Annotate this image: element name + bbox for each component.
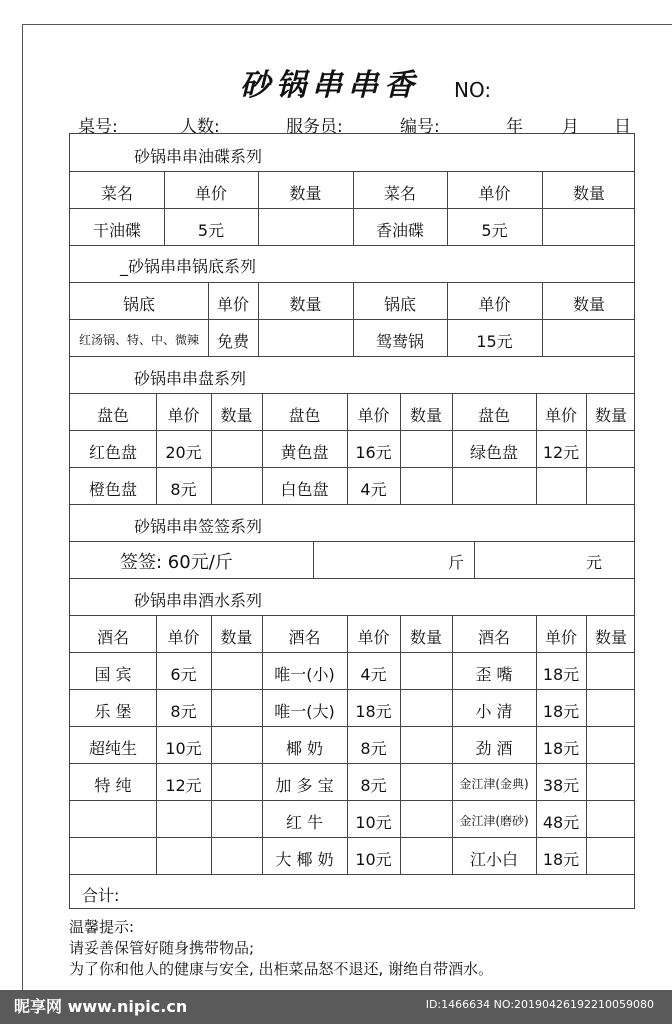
drink-price: 10元	[355, 850, 392, 869]
plate-item-price: 4元	[360, 480, 387, 499]
pot-item-price: 免费	[216, 332, 249, 351]
drink-name: 小 清	[475, 702, 513, 721]
drink-name: 唯一(大)	[274, 702, 335, 721]
drink-name: 唯一(小)	[274, 665, 335, 684]
watermark-id: ID:1466634 NO:20190426192210059080	[425, 998, 654, 1011]
page-title: 砂锅串串香	[240, 68, 420, 103]
sauce-item-price: 5元	[197, 221, 225, 240]
code-label: 编号:	[400, 117, 440, 137]
drink-name: 歪 嘴	[475, 665, 513, 684]
drink-name: 椰 奶	[285, 739, 324, 758]
drink-price: 6元	[170, 665, 197, 684]
month-label: 月	[562, 117, 579, 137]
tips-line-1: 请妥善保管好随身携带物品;	[69, 939, 255, 957]
skewer-unit-yuan: 元	[586, 553, 603, 572]
pot-header-qty-2: 数量	[572, 295, 605, 314]
plate-header-price-2: 单价	[357, 406, 390, 425]
plate-header-name: 盘色	[96, 406, 129, 425]
sauce-header-qty: 数量	[289, 184, 322, 203]
drink-price: 48元	[542, 813, 580, 832]
drinks-header-qty: 数量	[220, 628, 253, 647]
day-label: 日	[614, 117, 631, 137]
sauce-item-name: 香油碟	[375, 221, 424, 240]
drink-name: 金江津(金典)	[459, 777, 529, 791]
sauce-header-price-2: 单价	[478, 184, 511, 203]
year-label: 年	[506, 117, 523, 137]
drinks-header-name: 酒名	[96, 628, 129, 647]
plate-header-qty-3: 数量	[594, 406, 627, 425]
pot-header-name-2: 锅底	[383, 295, 416, 314]
pot-section-title: _砂锅串串锅底系列	[120, 257, 257, 276]
plate-item-price: 12元	[542, 443, 580, 462]
plate-header-name-3: 盘色	[477, 406, 510, 425]
drinks-header-name-2: 酒名	[288, 628, 321, 647]
total-label: 合计:	[82, 886, 120, 905]
table-no-label: 桌号:	[78, 117, 118, 137]
plate-item-name: 绿色盘	[469, 443, 518, 462]
drink-name: 金江津(磨砂)	[459, 814, 529, 828]
drink-price: 10元	[165, 739, 202, 758]
plate-header-price: 单价	[167, 406, 200, 425]
sauce-item-name: 干油碟	[92, 221, 141, 240]
drink-name: 加 多 宝	[275, 776, 334, 795]
drinks-header-qty-3: 数量	[594, 628, 627, 647]
plate-item-price: 20元	[165, 443, 202, 462]
drink-price: 8元	[170, 702, 197, 721]
pot-header-price: 单价	[216, 295, 249, 314]
pot-item-name: 鸳鸯锅	[375, 332, 424, 351]
drink-name: 江小白	[469, 850, 518, 869]
plate-section-title: 砂锅串串盘系列	[134, 369, 247, 388]
plate-header-name-2: 盘色	[288, 406, 321, 425]
sauce-section-title: 砂锅串串油碟系列	[134, 147, 263, 166]
drink-price: 18元	[355, 702, 392, 721]
skewer-price-label: 签签: 60元/斤	[120, 552, 233, 573]
drink-price: 18元	[542, 850, 580, 869]
drink-name: 大 椰 奶	[275, 850, 334, 869]
drink-name: 红 牛	[285, 813, 324, 832]
tips-line-2: 为了你和他人的健康与安全, 出柜菜品怒不退还, 谢绝自带酒水。	[69, 960, 494, 978]
watermark-logo: 昵享网 www.nipic.cn	[14, 997, 188, 1016]
plate-item-price: 8元	[170, 480, 197, 499]
sauce-header-name: 菜名	[100, 184, 133, 203]
drink-price: 8元	[360, 776, 387, 795]
drink-name: 劲 酒	[475, 739, 513, 758]
pot-header-price-2: 单价	[478, 295, 511, 314]
plate-item-name: 橙色盘	[88, 480, 137, 499]
drink-price: 4元	[360, 665, 387, 684]
plate-item-price: 16元	[355, 443, 392, 462]
sauce-item-price: 5元	[481, 221, 508, 240]
plate-header-price-3: 单价	[544, 406, 577, 425]
plate-item-name: 红色盘	[88, 443, 137, 462]
drinks-header-price-3: 单价	[544, 628, 577, 647]
drink-name: 乐 堡	[94, 702, 132, 721]
sauce-header-price: 单价	[194, 184, 227, 203]
drinks-header-name-3: 酒名	[477, 628, 510, 647]
drinks-header-qty-2: 数量	[409, 628, 442, 647]
drinks-header-price: 单价	[167, 628, 200, 647]
skewer-unit-jin: 斤	[448, 553, 465, 572]
drink-price: 12元	[165, 776, 202, 795]
drink-price: 10元	[355, 813, 392, 832]
plate-item-name: 黄色盘	[280, 443, 329, 462]
waiter-label: 服务员:	[286, 117, 343, 137]
plate-item-name: 白色盘	[280, 480, 329, 499]
people-label: 人数:	[180, 117, 220, 137]
drinks-section-title: 砂锅串串酒水系列	[134, 591, 263, 610]
pot-header-qty: 数量	[289, 295, 322, 314]
drink-name: 特 纯	[94, 776, 132, 795]
pot-item-price: 15元	[476, 332, 513, 351]
sauce-header-name-2: 菜名	[383, 184, 416, 203]
drink-price: 38元	[542, 776, 580, 795]
drink-price: 8元	[360, 739, 387, 758]
skewer-section-title: 砂锅串串签签系列	[134, 517, 263, 536]
drinks-header-price-2: 单价	[357, 628, 390, 647]
drink-price: 18元	[542, 739, 580, 758]
order-table	[69, 133, 635, 909]
drink-price: 18元	[542, 665, 580, 684]
no-label: NO:	[454, 78, 492, 102]
pot-item-name: 红汤锅、特、中、微辣	[78, 333, 199, 347]
plate-header-qty: 数量	[220, 406, 253, 425]
plate-header-qty-2: 数量	[409, 406, 442, 425]
tips-title: 温馨提示:	[69, 918, 135, 936]
pot-header-name: 锅底	[122, 295, 155, 314]
sauce-header-qty-2: 数量	[572, 184, 605, 203]
drink-name: 国 宾	[94, 665, 132, 684]
drink-price: 18元	[542, 702, 580, 721]
drink-name: 超纯生	[88, 739, 137, 758]
